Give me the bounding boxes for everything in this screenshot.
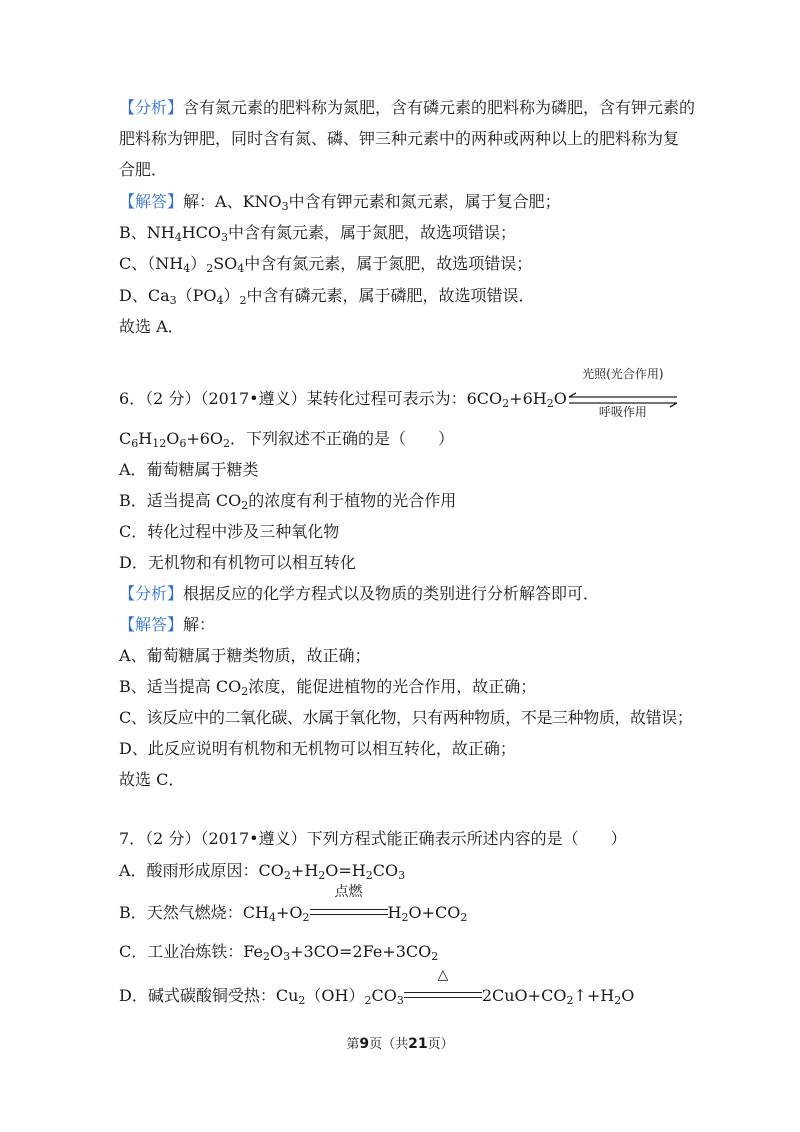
analysis-tag: 【分析】 — [119, 98, 184, 117]
q6-analysis: 【分析】根据反应的化学方程式以及物质的类别进行分析解答即可． — [119, 584, 600, 603]
q6-answer: 【解答】解： — [119, 615, 216, 634]
q5-analysis-line-1: 【分析】含有氮元素的肥料称为氮肥，含有磷元素的肥料称为磷肥，含有钾元素的 — [119, 98, 696, 117]
q6-solution-d: D、此反应说明有机物和无机物可以相互转化，故正确； — [119, 739, 516, 758]
q5-answer-a: 【解答】解：A、$KNO_3$中含有钾元素和氮元素，属于复合肥； — [119, 192, 561, 213]
answer-tag: 【解答】 — [119, 615, 184, 634]
q5-answer-d: D、$Ca_3(PO_4)_2$中含有磷元素，属于磷肥，故选项错误． — [119, 286, 535, 307]
reversible-arrow — [567, 367, 679, 419]
q6-option-b: B．适当提高 $CO_2$的浓度有利于植物的光合作用 — [119, 491, 457, 512]
q6-option-d: D．无机物和有机物可以相互转化 — [119, 553, 356, 572]
q6-solution-c: C、该反应中的二氧化碳、水属于氧化物，只有两种物质，不是三种物质，故错误； — [119, 708, 693, 727]
q7-option-c: C．工业冶炼铁：$Fe_2O_3+3CO=2Fe+3CO_2$ — [119, 942, 439, 963]
q6-solution-a: A、葡萄糖属于糖类物质，故正确； — [119, 646, 371, 665]
reaction-condition-burn: 点燃 — [310, 900, 388, 922]
arrow-bottom-label: 呼吸作用 — [598, 405, 647, 419]
q5-analysis-line-3: 合肥． — [119, 160, 168, 179]
page-footer: 第9页（共21页） — [346, 1036, 454, 1052]
q6-solution-b: B、适当提高 $CO_2$浓度，能促进植物的光合作用，故正确； — [119, 677, 537, 698]
q5-conclusion: 故选 A． — [119, 317, 184, 336]
q7-stem: 7．（2 分）（2017•遵义）下列方程式能正确表示所述内容的是（ ） — [119, 829, 627, 848]
arrow-top-label: 光照(光合作用) — [582, 367, 664, 381]
q6-option-a: A．葡萄糖属于糖类 — [119, 460, 259, 479]
q5-answer-b: B、$NH_4HCO_3$中含有氮元素，属于氮肥，故选项错误； — [119, 223, 517, 244]
page-total: 21 — [408, 1036, 428, 1052]
q6-stem-line-1: 6．（2 分）（2017•遵义）某转化过程可表示为：$6CO_2+6H_2O$ 光照(光合作用) 呼吸作用 — [119, 387, 700, 411]
q7-option-d: D．碱式碳酸铜受热：$Cu_2(OH)_2CO_3$ △ $2CuO+CO_2↑+H_2O$ — [119, 967, 635, 1007]
q6-stem-line-2: $C_6H_{12}O_6+6O_2$．下列叙述不正确的是（ ） — [119, 429, 455, 450]
analysis-tag: 【分析】 — [119, 584, 184, 603]
q5-answer-c: C、$(NH_4)_2SO_4$中含有氮元素，属于氮肥，故选项错误； — [119, 254, 533, 275]
reaction-condition-heat: △ — [404, 983, 482, 1005]
page-number: 9 — [359, 1036, 370, 1052]
q7-option-b: B．天然气燃烧：$CH_4+O_2$ 点燃 $H_2O+CO_2$ — [119, 884, 468, 924]
q6-option-c: C．转化过程中涉及三种氧化物 — [119, 522, 340, 541]
q6-conclusion: 故选 C． — [119, 770, 185, 789]
q7-option-a: A．酸雨形成原因：$CO_2+H_2O=H_2CO_3$ — [119, 861, 406, 882]
answer-tag: 【解答】 — [119, 192, 184, 211]
q5-analysis-line-2: 肥料称为钾肥，同时含有氮、磷、钾三种元素中的两种或两种以上的肥料称为复 — [119, 129, 680, 148]
